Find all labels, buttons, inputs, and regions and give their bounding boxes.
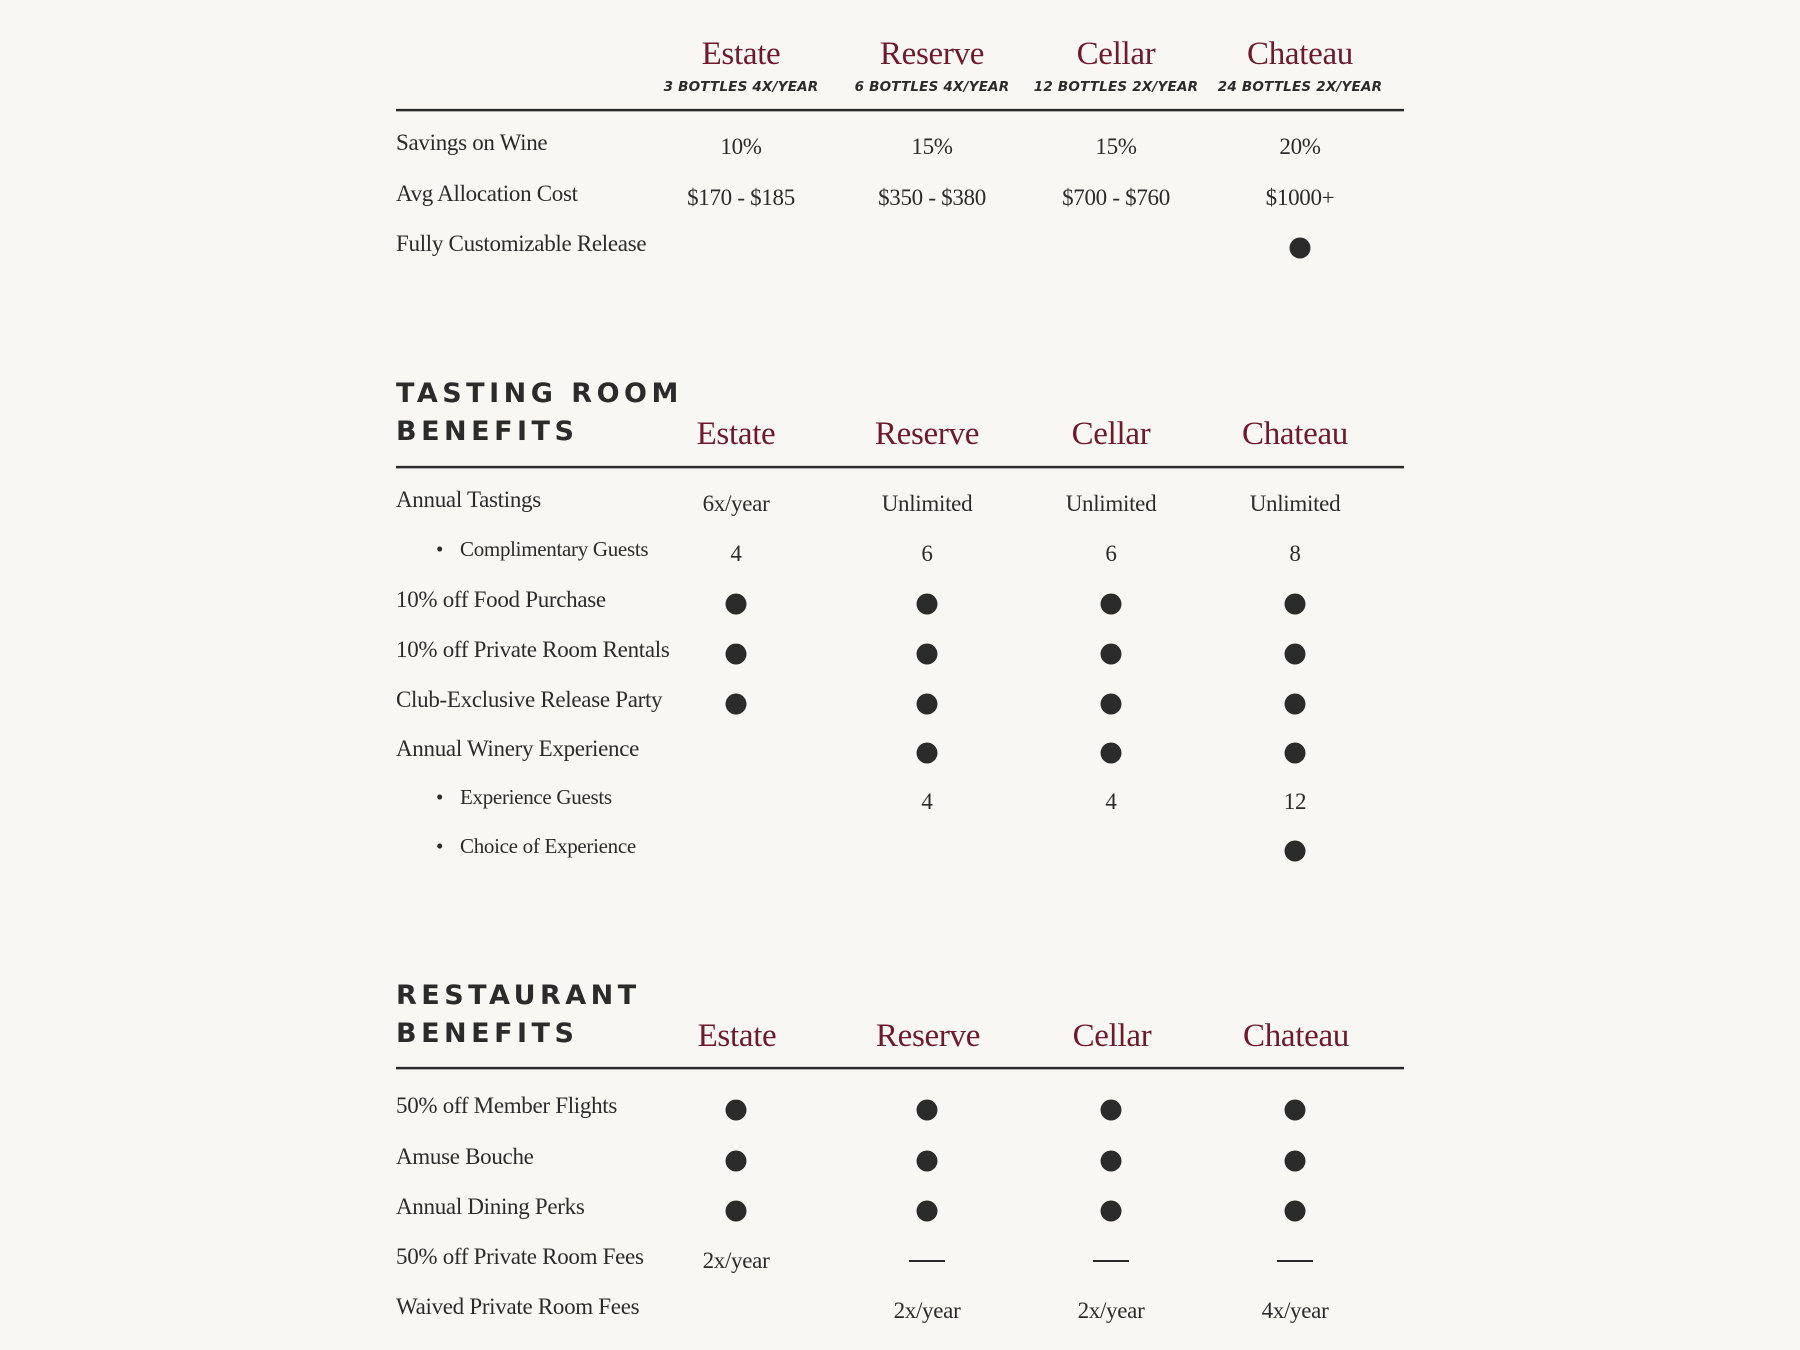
wine-cell: 15% [911,134,953,159]
tasting-row-label: Annual Tastings [396,487,541,512]
tasting-cell-dot-icon [917,644,938,665]
tier-name: Cellar [1071,416,1151,452]
tasting-cell: 4 [1105,789,1117,814]
tier-name: Cellar [1072,1018,1152,1054]
wine-row-label: Fully Customizable Release [396,231,647,256]
restaurant-tier-header [1073,1020,1152,1053]
restaurant-cell-dot-icon [1101,1151,1122,1172]
restaurant-cell-dot-icon [917,1151,938,1172]
tasting-cell: 6 [1105,541,1117,566]
tasting-tier-header [697,418,776,451]
tasting-tier-header [1242,418,1348,451]
tasting-cell: 12 [1283,789,1307,814]
tasting-cell-dot-icon [917,694,938,715]
restaurant-cell-dash-icon [1277,1260,1313,1262]
tasting-tier-header [875,418,979,451]
tasting-cell-dot-icon [917,594,938,615]
tasting-title-line1: TASTING ROOM [396,378,683,409]
label-text: Experience Guests [460,785,612,809]
tier-allocation: 12 BOTTLES 2X/YEAR [1033,79,1199,95]
tasting-cell-dot-icon [1285,743,1306,764]
wine-cell: 15% [1095,134,1137,159]
restaurant-tier-header [876,1020,980,1053]
tasting-row-label [436,537,648,562]
bullet-icon: • [436,785,444,809]
tier-name: Chateau [1246,36,1354,72]
restaurant-tier-header [698,1020,777,1053]
tasting-section-title [396,375,683,451]
wine-cell-dot-icon [1290,238,1311,259]
label-text: Choice of Experience [460,834,636,858]
tier-name: Reserve [879,36,985,72]
restaurant-title-line2: BENEFITS [396,1018,579,1049]
tasting-cell: 4 [730,541,742,566]
tasting-cell-dot-icon [1101,594,1122,615]
restaurant-cell: 2x/year [1077,1298,1145,1323]
tasting-cell-dot-icon [1285,841,1306,862]
tasting-cell: 8 [1289,541,1301,566]
label-text: Complimentary Guests [460,537,649,561]
tier-name: Reserve [875,1018,981,1054]
tasting-cell-dot-icon [726,694,747,715]
wine-cell: 20% [1279,134,1321,159]
tasting-cell: Unlimited [1065,491,1157,516]
restaurant-cell-dot-icon [1101,1100,1122,1121]
tasting-cell: Unlimited [1249,491,1341,516]
tasting-tier-header [1072,418,1151,451]
tasting-cell: 4 [921,789,933,814]
restaurant-title-line1: RESTAURANT [396,980,641,1011]
tasting-header-rule [396,466,1404,468]
restaurant-cell: 4x/year [1261,1298,1329,1323]
restaurant-cell-dot-icon [1101,1201,1122,1222]
restaurant-row-label: Amuse Bouche [396,1144,534,1169]
tasting-cell-dot-icon [1101,644,1122,665]
restaurant-cell-dash-icon [909,1260,945,1262]
wine-cell: $1000+ [1265,185,1335,210]
tasting-row-label: 10% off Private Room Rentals [396,637,670,662]
restaurant-cell-dot-icon [1285,1201,1306,1222]
wine-cell: $700 - $760 [1062,185,1170,210]
wine-row-label: Avg Allocation Cost [396,181,578,206]
tasting-row-label: Club-Exclusive Release Party [396,687,663,712]
tasting-cell-dot-icon [1285,694,1306,715]
tasting-row-label: 10% off Food Purchase [396,587,606,612]
tasting-cell-dot-icon [1285,594,1306,615]
tasting-cell-dot-icon [1285,644,1306,665]
restaurant-cell-dot-icon [1285,1151,1306,1172]
tier-name: Estate [697,1018,777,1054]
tasting-row-label [436,785,612,810]
tasting-cell-dot-icon [917,743,938,764]
tier-allocation: 6 BOTTLES 4X/YEAR [854,79,1010,95]
restaurant-cell: 2x/year [702,1248,770,1273]
tier-name: Chateau [1241,416,1349,452]
restaurant-cell-dot-icon [726,1151,747,1172]
restaurant-row-label: Annual Dining Perks [396,1194,585,1219]
restaurant-cell-dot-icon [726,1100,747,1121]
tier-name: Reserve [874,416,980,452]
restaurant-cell: 2x/year [893,1298,961,1323]
restaurant-tier-header [1243,1020,1349,1053]
tasting-cell: Unlimited [881,491,973,516]
tasting-title-line2: BENEFITS [396,416,579,447]
tier-allocation: 3 BOTTLES 4X/YEAR [663,79,819,95]
tasting-row-label: Annual Winery Experience [396,736,640,761]
wine-tier-header-cellar [1034,38,1198,95]
restaurant-cell-dash-icon [1093,1260,1129,1262]
wine-tier-header-estate [664,38,819,95]
tasting-cell-dot-icon [1101,694,1122,715]
tier-name: Chateau [1242,1018,1350,1054]
restaurant-cell-dot-icon [917,1201,938,1222]
tier-name: Cellar [1076,36,1156,72]
wine-cell: $350 - $380 [878,185,986,210]
tier-name: Estate [696,416,776,452]
wine-header-rule [396,109,1404,111]
tasting-cell: 6 [921,541,933,566]
wine-row-label: Savings on Wine [396,130,548,155]
tasting-cell: 6x/year [702,491,770,516]
restaurant-row-label: 50% off Private Room Fees [396,1244,644,1269]
wine-cell: $170 - $185 [687,185,795,210]
restaurant-cell-dot-icon [726,1201,747,1222]
restaurant-cell-dot-icon [1285,1100,1306,1121]
restaurant-cell-dot-icon [917,1100,938,1121]
tasting-cell-dot-icon [1101,743,1122,764]
restaurant-header-rule [396,1067,1404,1069]
tasting-cell-dot-icon [726,644,747,665]
restaurant-row-label: 50% off Member Flights [396,1093,618,1118]
wine-tier-header-reserve [855,38,1010,95]
restaurant-row-label: Waived Private Room Fees [396,1294,640,1319]
wine-cell: 10% [720,134,762,159]
bullet-icon: • [436,834,444,858]
wine-tier-header-chateau [1218,38,1382,95]
tasting-cell-dot-icon [726,594,747,615]
restaurant-section-title [396,977,641,1053]
tier-name: Estate [701,36,781,72]
tier-allocation: 24 BOTTLES 2X/YEAR [1217,79,1383,95]
bullet-icon: • [436,537,444,561]
tasting-row-label [436,834,636,859]
